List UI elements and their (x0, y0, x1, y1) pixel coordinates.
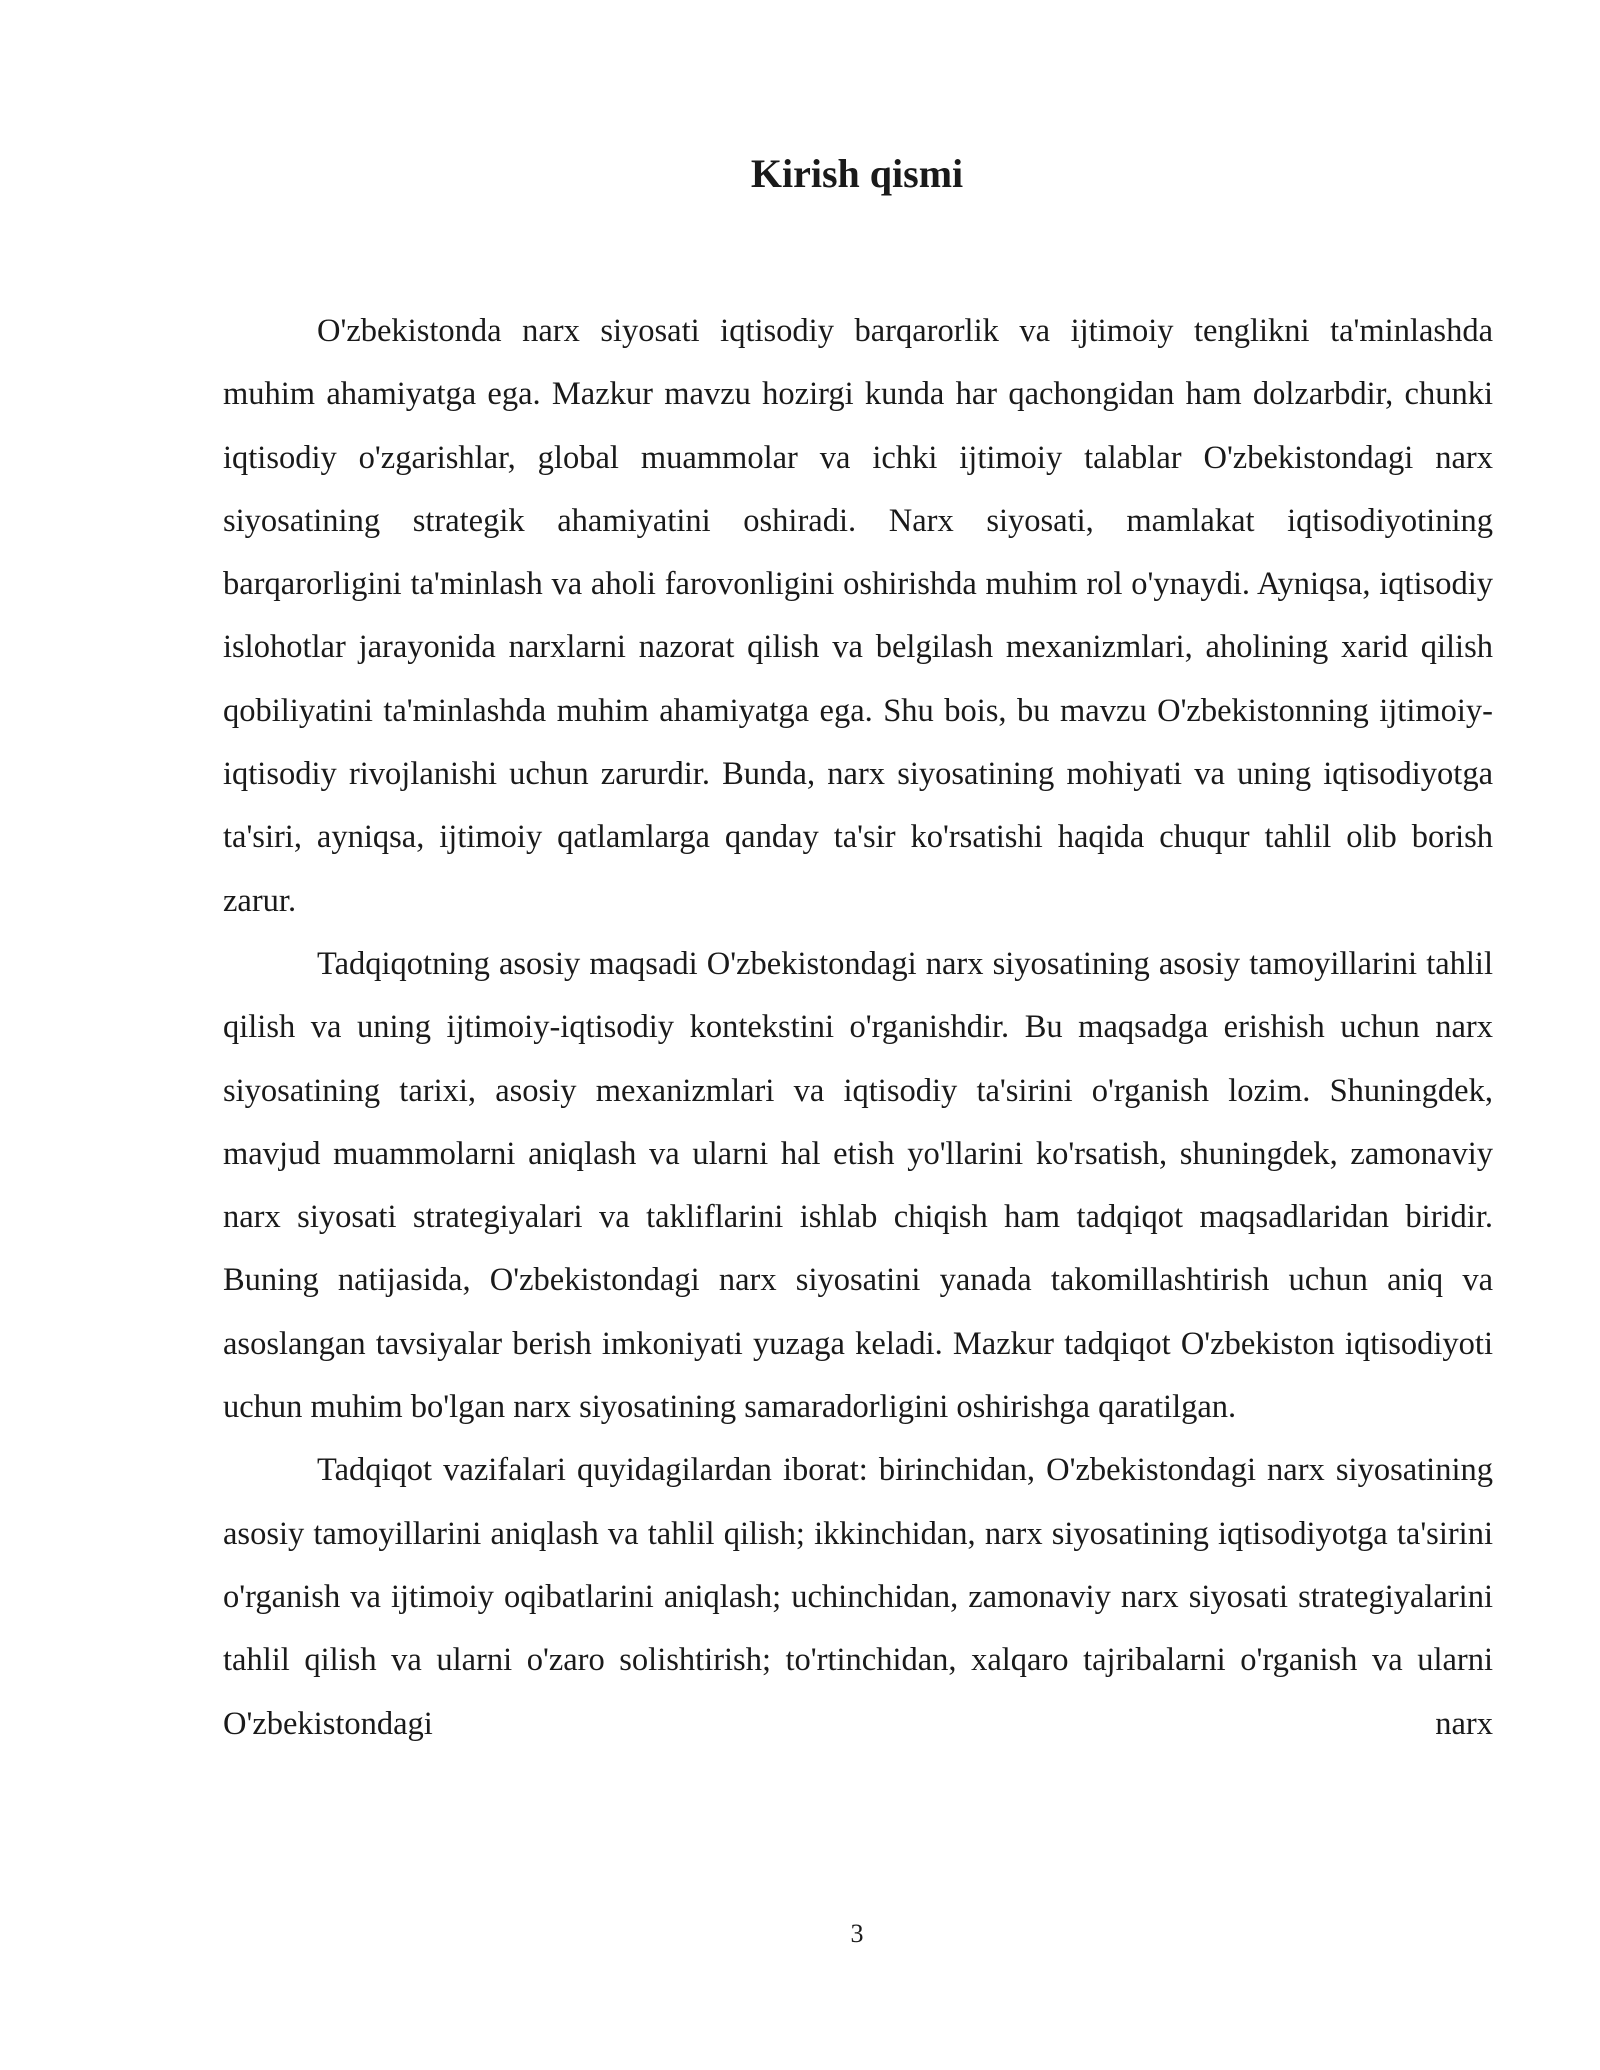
paragraph-intro: O'zbekistonda narx siyosati iqtisodiy barqarorlik va ijtimoiy tenglikni ta'minlashda muhim ahamiyatga ega. Mazkur mavzu hozirgi kunda har qachongidan ham dolzarbdir, chunki iqtisodiy o'zgarishlar, global muammolar va ichki ijtimoiy talablar O'zbekistondagi narx siyosatining strategik ahamiyatini oshiradi. Narx siyosati, mamlakat iqtisodiyotining barqarorligini ta'minlash va aholi farovonligini oshirishda muhim rol o'ynaydi. Ayniqsa, iqtisodiy islohotlar jarayonida narxlarni nazorat qilish va belgilash mexanizmlari, aholining xarid qilish qobiliyatini ta'minlashda muhim ahamiyatga ega. Shu bois, bu mavzu O'zbekistonning ijtimoiy-iqtisodiy rivojlanishi uchun zarurdir. Bunda, narx siyosatining mohiyati va uning iqtisodiyotga ta'siri, ayniqsa, ijtimoiy qatlamlarga qanday ta'sir ko'rsatishi haqida chuqur tahlil olib borish zarur. (223, 313, 1493, 919)
paragraph-tasks: Tadqiqot vazifalari quyidagilardan iborat: birinchidan, O'zbekistondagi narx siyosatining asosiy tamoyillarini aniqlash va tahlil qilish; ikkinchidan, narx siyosatining iqtisodiyotga ta'sirini o'rganish va ijtimoiy oqibatlarini aniqlash; uchinchidan, zamonaviy narx siyosati strategiyalarini tahlil qilish va ularni o'zaro solishtirish; to'rtinchidan, xalqaro tajribalarni o'rganish va ularni O'zbekistondagi narx (223, 1452, 1493, 1742)
document-body (223, 300, 1493, 1756)
page-title: Kirish qismi (750, 151, 964, 196)
paragraph-goal: Tadqiqotning asosiy maqsadi O'zbekistondagi narx siyosatining asosiy tamoyillarini tahlil qilish va uning ijtimoiy-iqtisodiy kontekstini o'rganishdir. Bu maqsadga erishish uchun narx siyosatining tarixi, asosiy mexanizmlari va iqtisodiy ta'sirini o'rganish lozim. Shuningdek, mavjud muammolarni aniqlash va ularni hal etish yo'llarini ko'rsatish, shuningdek, zamonaviy narx siyosati strategiyalari va takliflarini ishlab chiqish ham tadqiqot maqsadlaridan biridir. Buning natijasida, O'zbekistondagi narx siyosatini yanada takomillashtirish uchun aniq va asoslangan tavsiyalar berish imkoniyati yuzaga keladi. Mazkur tadqiqot O'zbekiston iqtisodiyoti uchun muhim bo'lgan narx siyosatining samaradorligini oshirishga qaratilgan. (223, 945, 1493, 1426)
page-number: 3 (850, 1919, 864, 1948)
